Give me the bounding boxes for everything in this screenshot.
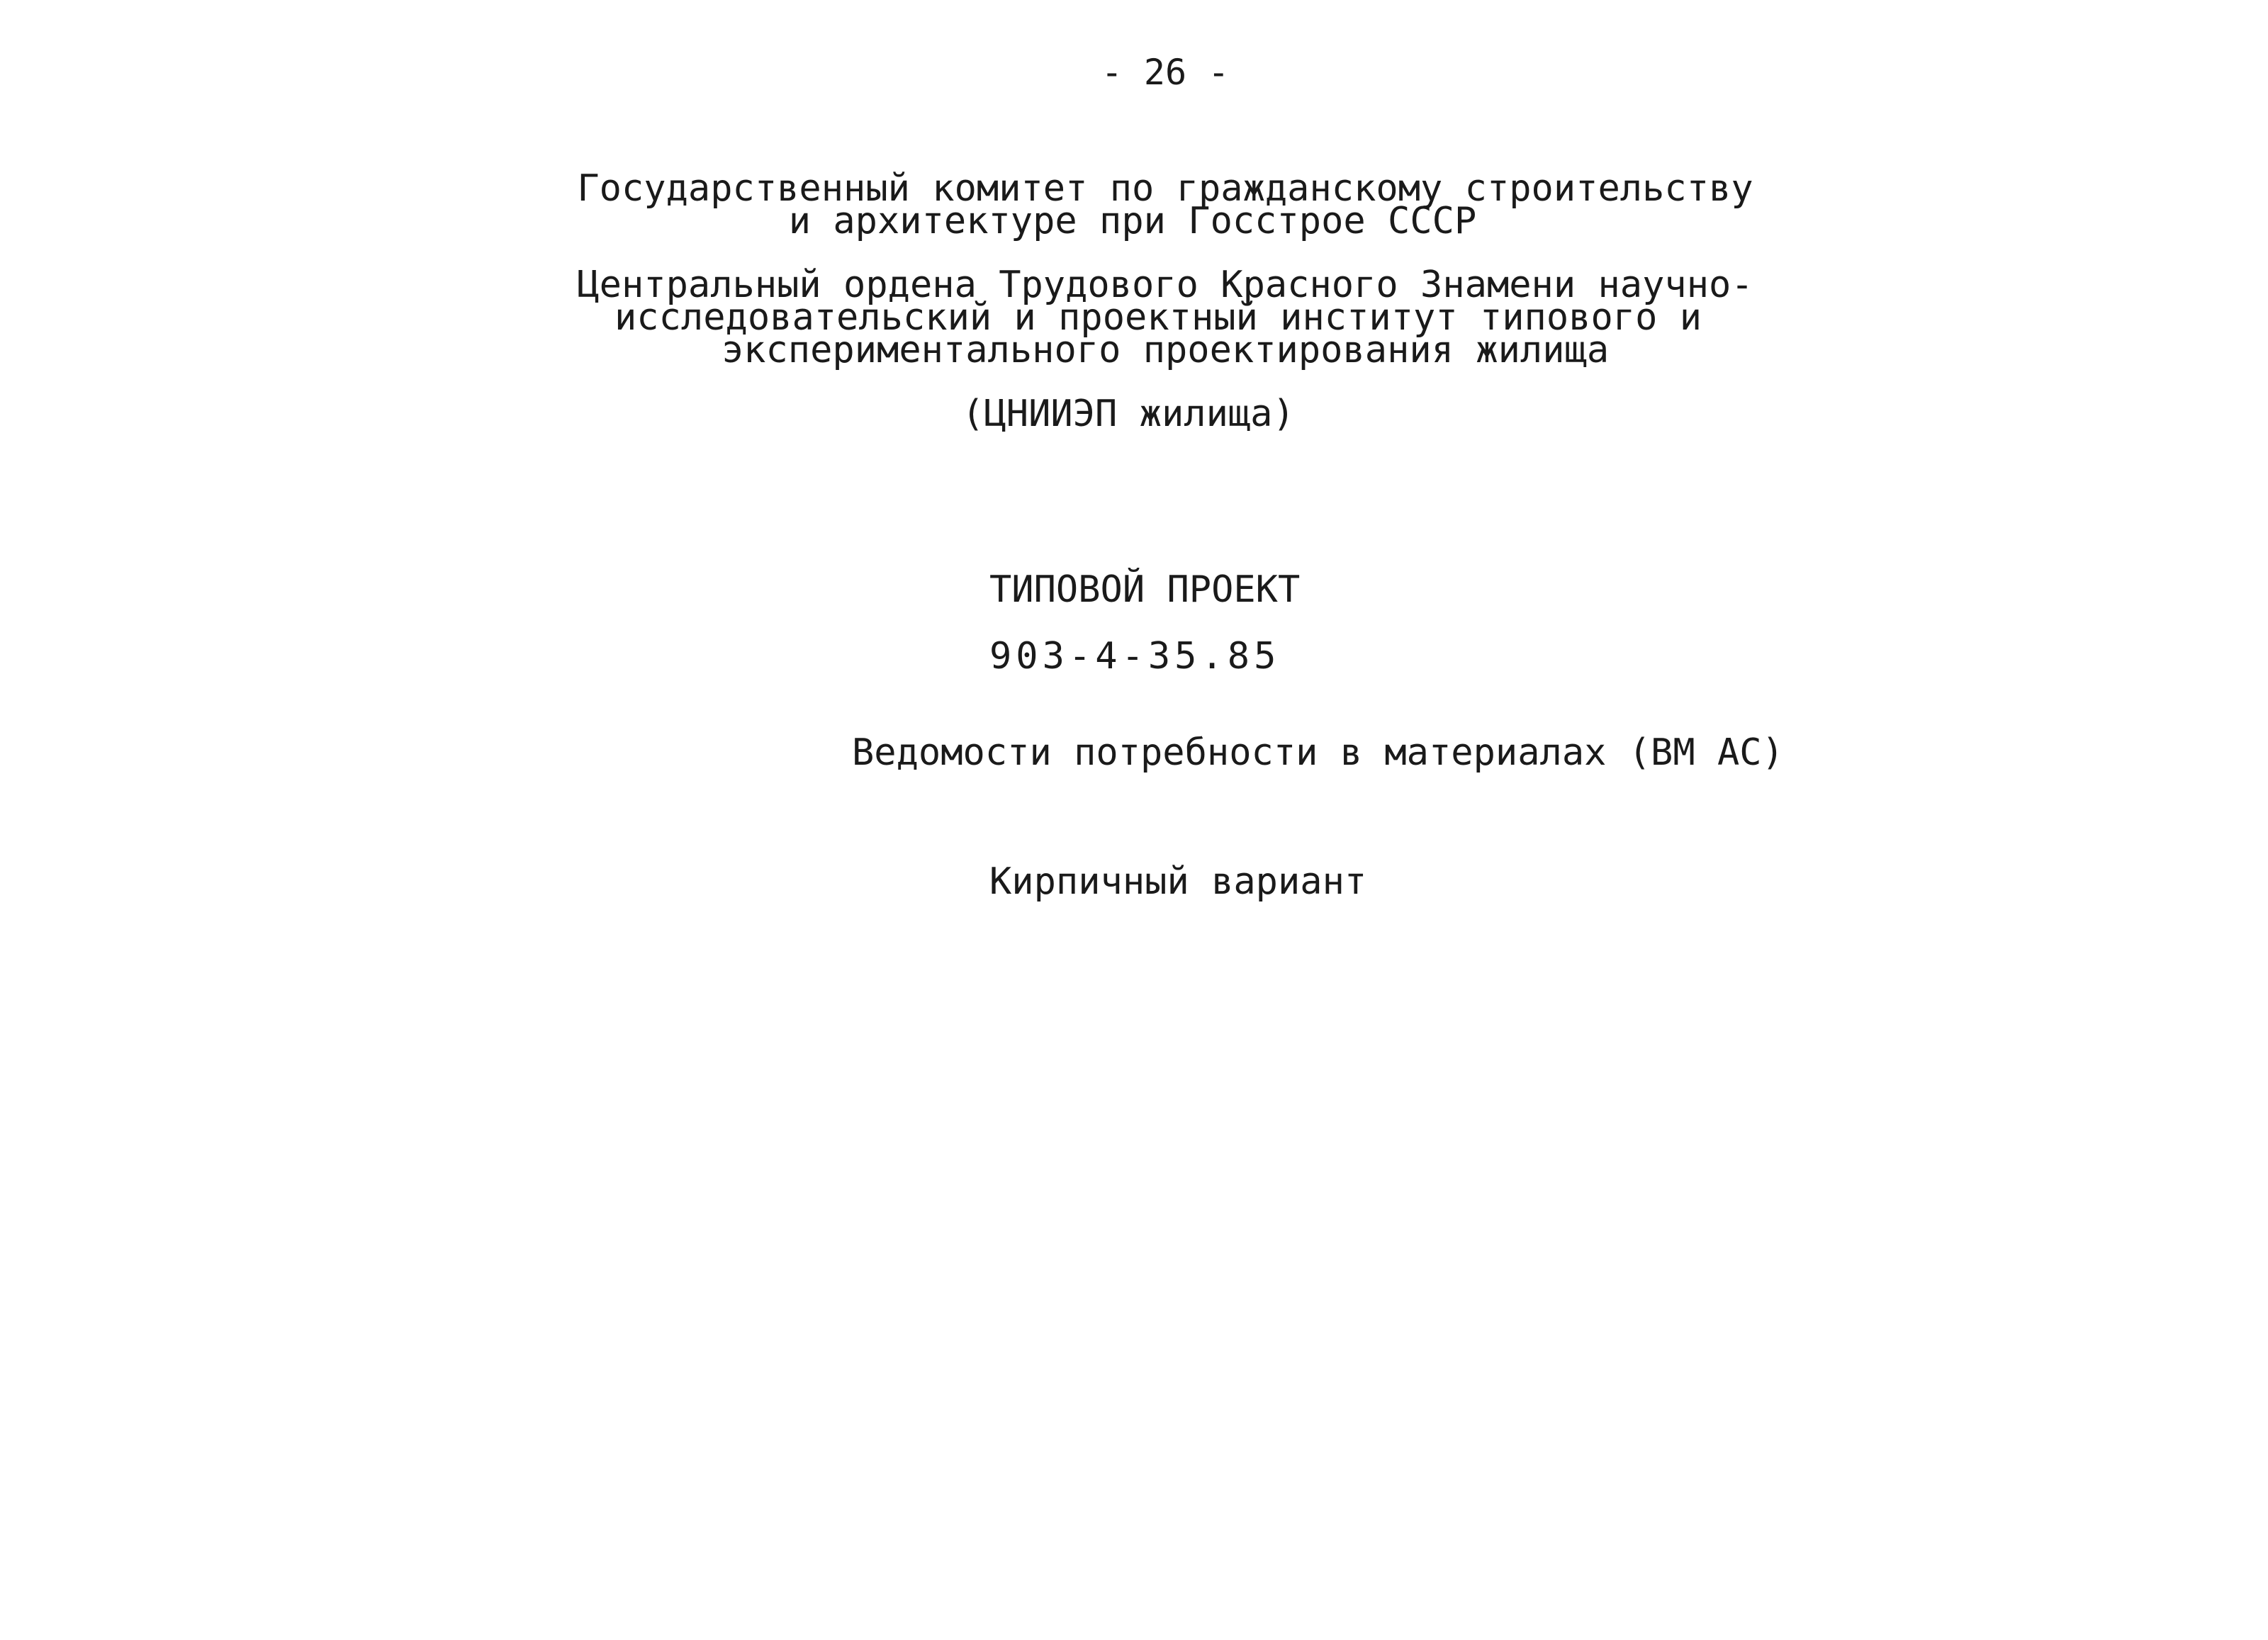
page-number: - 26 -: [1101, 52, 1230, 93]
institute-name-line-3: экспериментального проектирования жилища: [721, 329, 1610, 371]
institute-name-line-1: Центральный ордена Трудового Красного Знамени научно-: [577, 264, 1753, 306]
document-title: Ведомости потребности в материалах (ВМ АС): [852, 731, 1784, 774]
ministry-name-line-1: Государственный комитет по гражданскому строительству: [577, 167, 1753, 210]
construction-variant: Кирпичный вариант: [989, 860, 1367, 903]
project-type-label: ТИПОВОЙ ПРОЕКТ: [989, 568, 1301, 611]
ministry-name-line-2: и архитектуре при Госстрое СССР: [788, 200, 1477, 242]
project-number: 903-4-35.85: [989, 635, 1281, 678]
institute-abbreviation: (ЦНИИЭП жилища): [962, 393, 1295, 435]
institute-name-line-2: исследовательский и проектный институт типового и: [614, 296, 1702, 339]
